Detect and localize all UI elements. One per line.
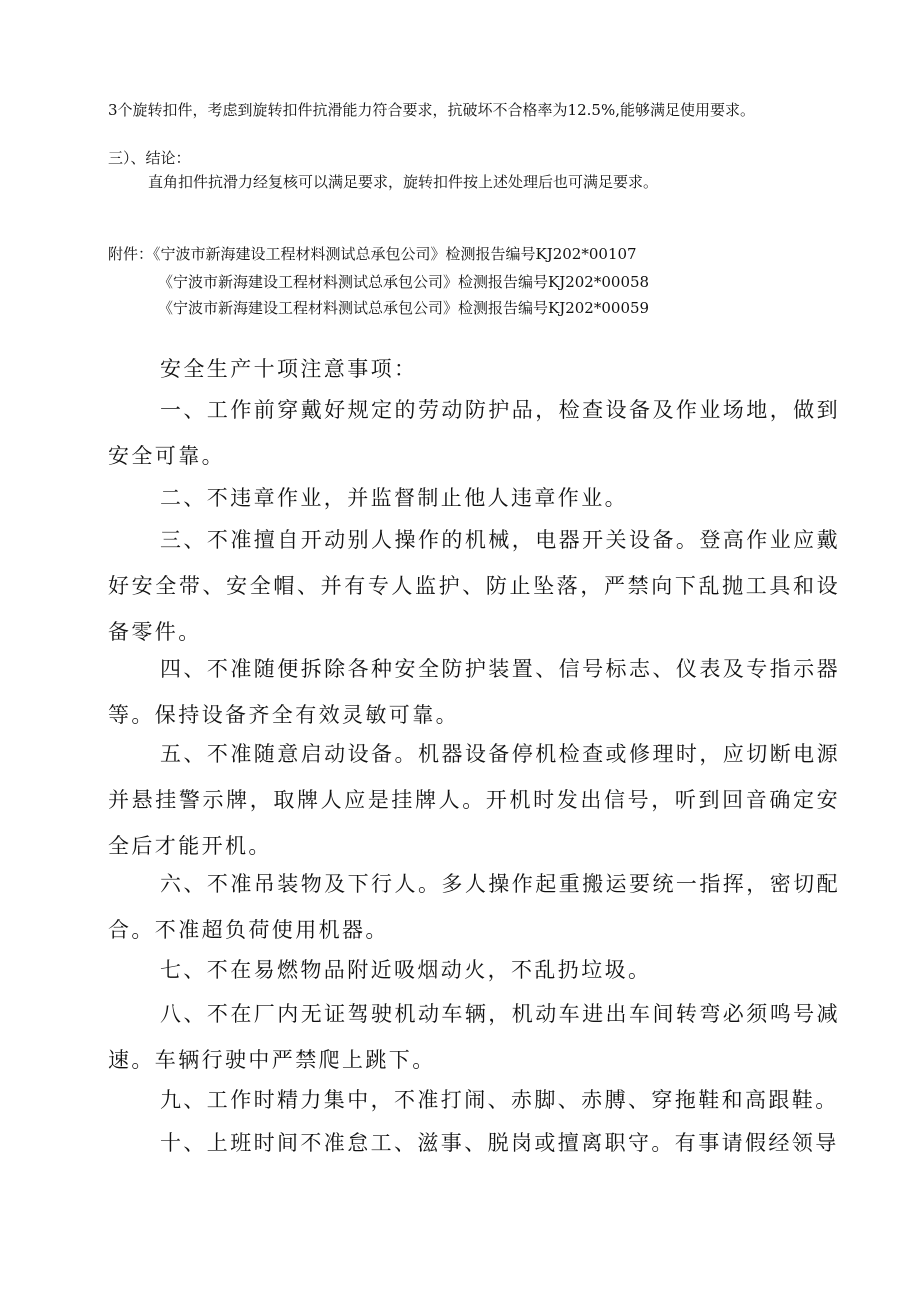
safety-item-8: 八、不在厂内无证驾驶机动车辆，机动车进出车间转弯必须鸣号减速。车辆行驶中严禁爬上跳下。 xyxy=(108,1002,840,1072)
safety-title: 安全生产十项注意事项： xyxy=(160,357,418,381)
safety-item-6: 六、不准吊装物及下行人。多人操作起重搬运要统一指挥，密切配合。不准超负荷使用机器。 xyxy=(108,872,840,942)
attachment-line-1: 附件：《宁波市新海建设工程材料测试总承包公司》检测报告编号KJ202*00107 xyxy=(108,245,637,263)
safety-item-3: 三、不准擅自开动别人操作的机械，电器开关设备。登高作业应戴好安全带、安全帽、并有专人监护、防止坠落，严禁向下乱抛工具和设备零件。 xyxy=(108,528,840,644)
safety-item-9: 九、工作时精力集中，不准打闹、赤脚、赤膊、穿拖鞋和高跟鞋。 xyxy=(160,1088,839,1112)
safety-item-1: 一、工作前穿戴好规定的劳动防护品，检查设备及作业场地，做到安全可靠。 xyxy=(108,398,840,468)
safety-item-5: 五、不准随意启动设备。机器设备停机检查或修理时，应切断电源并悬挂警示牌，取牌人应是挂牌人。开机时发出信号，听到回音确定安全后才能开机。 xyxy=(108,742,840,858)
attachment-line-3: 《宁波市新海建设工程材料测试总承包公司》检测报告编号KJ202*00059 xyxy=(158,299,650,317)
safety-item-7: 七、不在易燃物品附近吸烟动火，不乱扔垃圾。 xyxy=(160,958,652,982)
safety-item-10: 十、上班时间不准怠工、滋事、脱岗或擅离职守。有事请假经领导 xyxy=(160,1131,839,1155)
conclusion-text: 直角扣件抗滑力经复核可以满足要求，旋转扣件按上述处理后也可满足要求。 xyxy=(148,173,659,191)
attachment-line-2: 《宁波市新海建设工程材料测试总承包公司》检测报告编号KJ202*00058 xyxy=(158,273,650,291)
conclusion-heading: 三）、结论： xyxy=(108,149,191,167)
safety-item-2: 二、不违章作业，并监督制止他人违章作业。 xyxy=(160,486,628,510)
para-continuation: 3个旋转扣件，考虑到旋转扣件抗滑能力符合要求，抗破坏不合格率为12.5%,能够满足使用要求。 xyxy=(108,101,755,119)
safety-item-4: 四、不准随便拆除各种安全防护装置、信号标志、仪表及专指示器等。保持设备齐全有效灵敏可靠。 xyxy=(108,657,840,727)
